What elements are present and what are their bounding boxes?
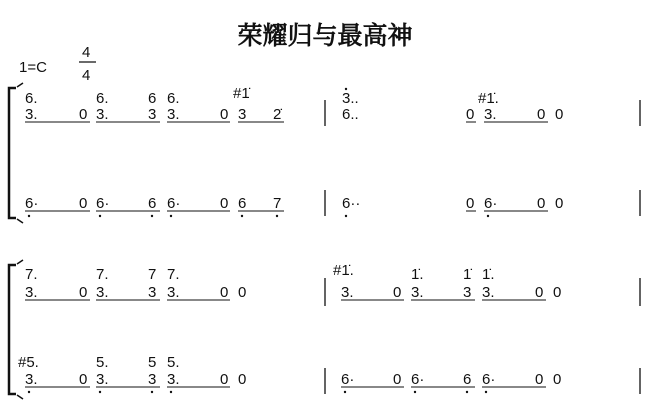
system-1-row-3 — [25, 195, 563, 217]
note: 6 — [238, 195, 247, 212]
note: 3. — [96, 371, 109, 388]
note: 0 — [220, 106, 229, 123]
note: 0 — [220, 371, 229, 388]
note: 6. — [96, 90, 109, 107]
note: 3 — [148, 284, 157, 301]
note: #1̇. — [478, 90, 499, 107]
note: 5 — [148, 354, 157, 371]
note: 3. — [167, 284, 180, 301]
note: 1̇ — [463, 266, 472, 283]
note: 0 — [466, 106, 475, 123]
note: 3. — [25, 106, 38, 123]
system-2-bracket-hook-bottom — [17, 395, 23, 399]
note: 3 — [148, 371, 157, 388]
octave-dot — [485, 391, 487, 393]
octave-dot — [345, 88, 347, 90]
note: 3 — [148, 106, 157, 123]
note: 3. — [482, 284, 495, 301]
octave-dot — [99, 391, 101, 393]
note: 0 — [238, 371, 247, 388]
note: 1̇. — [411, 266, 424, 283]
note: 3. — [96, 284, 109, 301]
note: 7 — [273, 195, 282, 212]
note: 3. — [484, 106, 497, 123]
note: 3. — [341, 284, 354, 301]
octave-dot — [151, 391, 153, 393]
note: 0 — [555, 106, 564, 123]
note: 6· — [411, 371, 425, 388]
system-1-bracket-hook-top — [17, 83, 23, 87]
octave-dot — [276, 215, 278, 217]
note: 0 — [79, 195, 88, 212]
note: 7. — [96, 266, 109, 283]
note: 6. — [167, 90, 180, 107]
note: 0 — [220, 284, 229, 301]
system-2-bracket — [9, 265, 16, 394]
note: 0 — [555, 195, 564, 212]
note: 0 — [553, 284, 562, 301]
note: #1̇ — [233, 85, 250, 102]
octave-dot — [241, 215, 243, 217]
note: 0 — [79, 106, 88, 123]
system-1-row-1 — [25, 85, 499, 107]
system-1-bracket — [9, 88, 16, 218]
octave-dot — [170, 215, 172, 217]
note: #5. — [18, 354, 39, 371]
note: 3 — [238, 106, 247, 123]
note: 7 — [148, 266, 157, 283]
note: 6· — [484, 195, 498, 212]
note: 3.. — [342, 90, 359, 107]
note: 0 — [393, 371, 402, 388]
note: 6· — [25, 195, 39, 212]
note: 0 — [393, 284, 402, 301]
note: 0 — [537, 195, 546, 212]
note: 6. — [25, 90, 38, 107]
note: 3. — [411, 284, 424, 301]
octave-dot — [28, 215, 30, 217]
note: 0 — [79, 284, 88, 301]
system-2-row-1 — [25, 262, 495, 283]
note: 0 — [535, 284, 544, 301]
note: 0 — [220, 195, 229, 212]
note: 3. — [167, 106, 180, 123]
octave-dot — [151, 215, 153, 217]
note: 3 — [463, 284, 472, 301]
time-signature-bottom: 4 — [82, 67, 91, 84]
note: 6·· — [342, 195, 361, 212]
system-2-row-2 — [25, 284, 561, 301]
note: 0 — [553, 371, 562, 388]
system-2-row-4 — [25, 371, 561, 393]
note: 3. — [25, 371, 38, 388]
key-signature: 1=C — [19, 59, 47, 76]
octave-dot — [28, 391, 30, 393]
octave-dot — [170, 391, 172, 393]
note: 6· — [167, 195, 181, 212]
score-title: 荣耀归与最高神 — [237, 21, 413, 50]
octave-dot — [345, 215, 347, 217]
note: 3. — [96, 106, 109, 123]
note: 5. — [96, 354, 109, 371]
note: 7. — [25, 266, 38, 283]
note: #1̇. — [333, 262, 354, 279]
note: 0 — [466, 195, 475, 212]
note: 0 — [79, 371, 88, 388]
system-1-row-2 — [25, 106, 563, 123]
system-2-row-3 — [18, 354, 180, 371]
system-2-bracket-hook-top — [17, 260, 23, 264]
note: 2̇ — [273, 106, 282, 123]
note: 6 — [463, 371, 472, 388]
note: 6 — [148, 90, 157, 107]
note: 1̇. — [482, 266, 495, 283]
note: 3. — [25, 284, 38, 301]
octave-dot — [466, 391, 468, 393]
note: 6· — [96, 195, 110, 212]
note: 0 — [537, 106, 546, 123]
octave-dot — [99, 215, 101, 217]
time-signature-top: 4 — [82, 44, 91, 61]
octave-dot — [487, 215, 489, 217]
note: 6 — [148, 195, 157, 212]
note: 5. — [167, 354, 180, 371]
note: 6· — [341, 371, 355, 388]
note: 0 — [535, 371, 544, 388]
octave-dot — [414, 391, 416, 393]
note: 6· — [482, 371, 496, 388]
note: 0 — [238, 284, 247, 301]
octave-dot — [344, 391, 346, 393]
system-1-bracket-hook-bottom — [17, 219, 23, 223]
note: 3. — [167, 371, 180, 388]
note: 6.. — [342, 106, 359, 123]
note: 7. — [167, 266, 180, 283]
